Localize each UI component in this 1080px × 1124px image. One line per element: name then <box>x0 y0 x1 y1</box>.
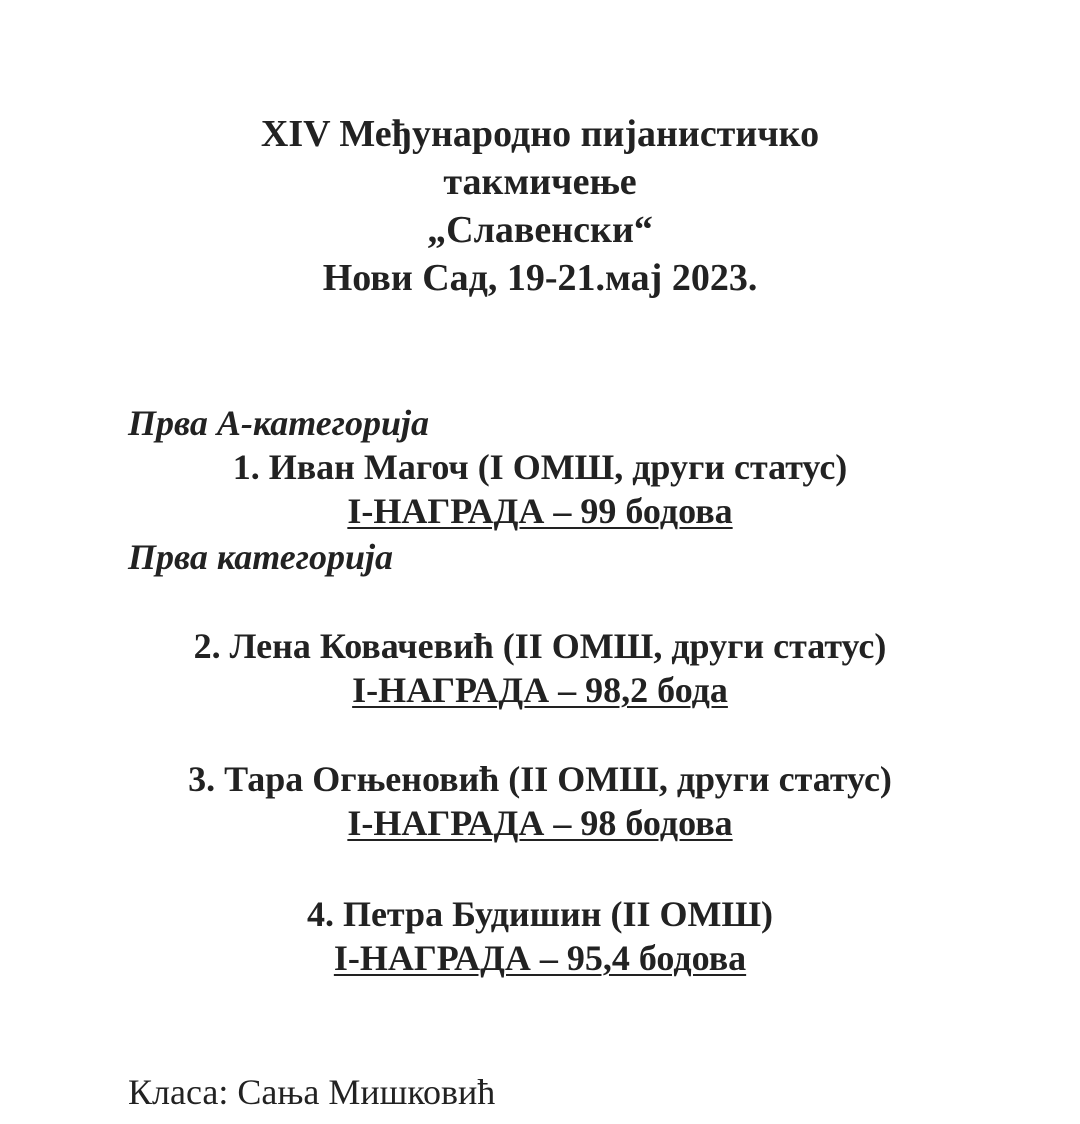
competition-title: XIV Међународно пијанистичко <box>260 113 820 155</box>
result-entry <box>0 892 1080 980</box>
participant-name: 3. Тара Огњеновић (II ОМШ, други статус) <box>188 759 892 799</box>
category-heading: Прва категорија <box>128 537 394 577</box>
participant-name: 1. Иван Магоч (I ОМШ, други статус) <box>232 447 848 487</box>
category-heading: Прва А-категорија <box>128 403 430 443</box>
result-entry <box>0 624 1080 712</box>
result-entry <box>0 757 1080 845</box>
result-entry <box>0 445 1080 533</box>
award-text: I-НАГРАДА – 98,2 бода <box>352 670 728 710</box>
competition-place-date: Нови Сад, 19-21.мај 2023. <box>322 257 758 299</box>
award-text: I-НАГРАДА – 95,4 бодова <box>333 938 747 978</box>
award-text: I-НАГРАДА – 99 бодова <box>347 491 733 531</box>
class-teacher: Класа: Сања Мишковић <box>128 1072 496 1112</box>
participant-name: 2. Лена Ковачевић (II ОМШ, други статус) <box>193 626 887 666</box>
document-header <box>0 110 1080 302</box>
competition-title-continued: такмичење <box>443 161 637 203</box>
participant-name: 4. Петра Будишин (II ОМШ) <box>306 894 774 934</box>
award-text: I-НАГРАДА – 98 бодова <box>347 803 733 843</box>
competition-name: „Славенски“ <box>427 209 653 251</box>
